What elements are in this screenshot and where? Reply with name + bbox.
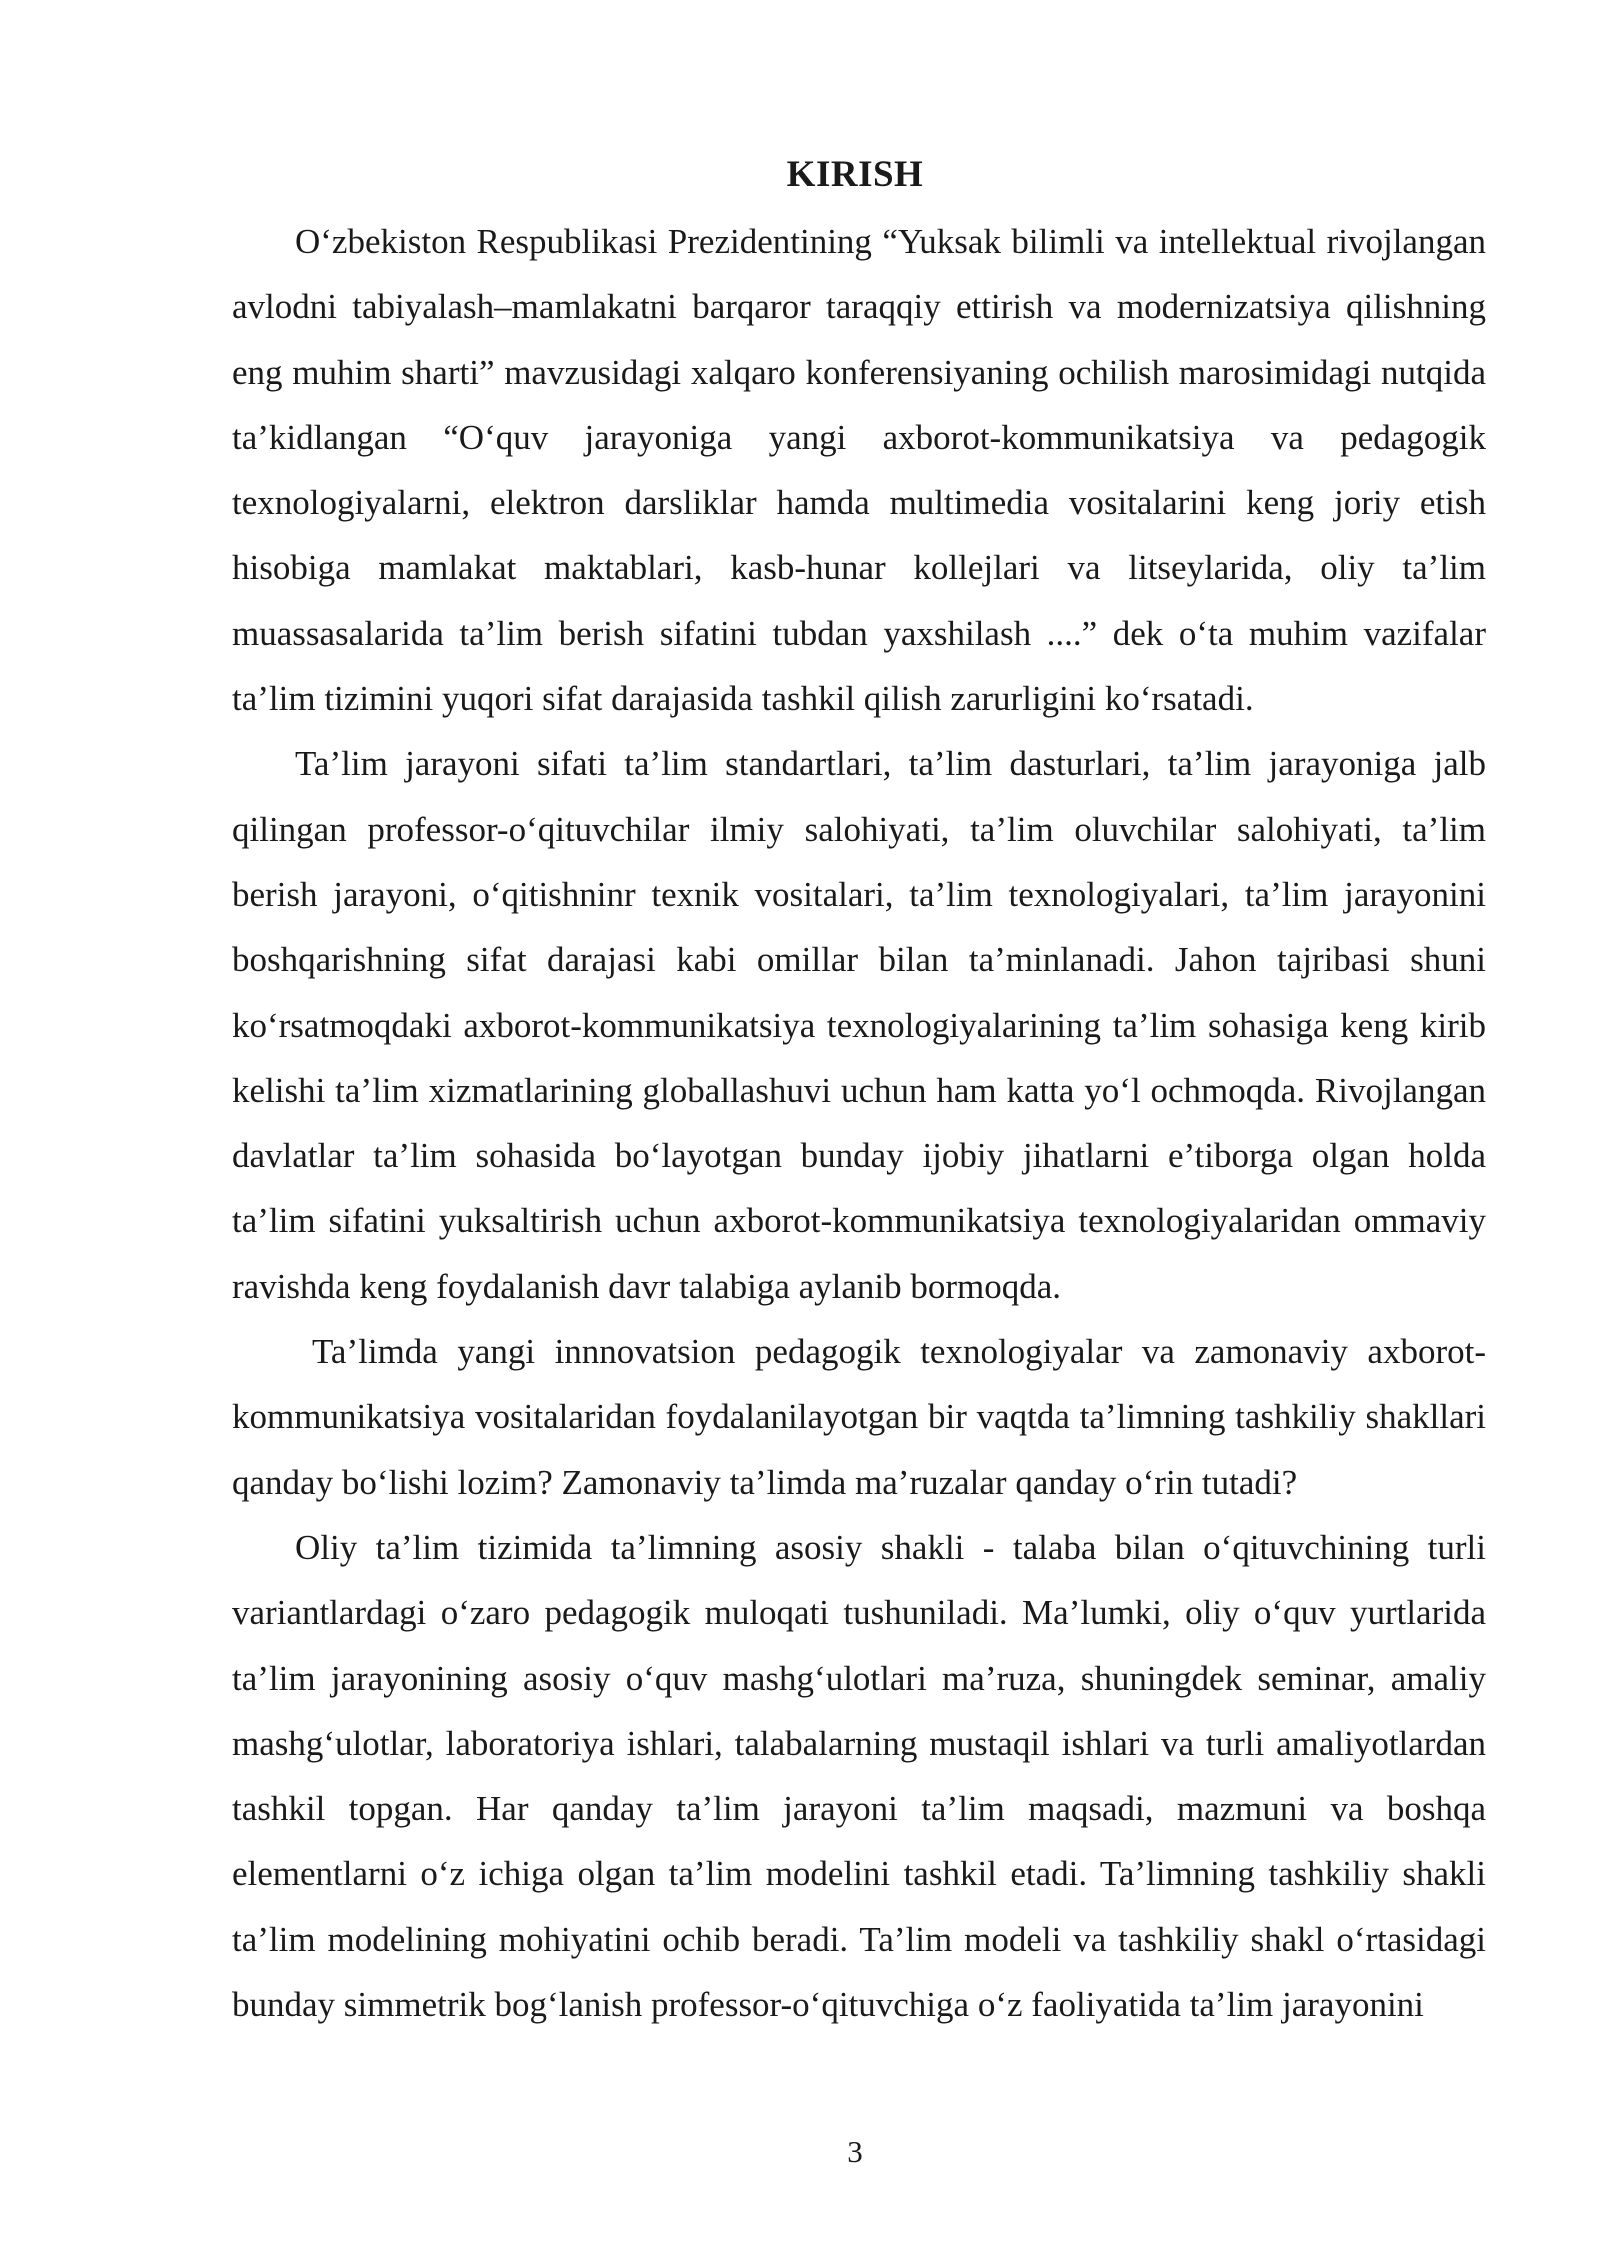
document-body <box>232 209 1486 2037</box>
paragraph-4: Oliy ta’lim tizimida ta’limning asosiy shakli - talaba bilan o‘qituvchining turli variantlardagi o‘zaro pedagogik muloqati tushuniladi. Ma’lumki, oliy o‘quv yurtlarida ta’lim jarayonining asosiy o‘quv mashg‘ulotlari ma’ruza, shuningdek seminar, amaliy mashg‘ulotlar, laboratoriya ishlari, talabalarning mustaqil ishlari va turli amaliyotlardan tashkil topgan. Har qanday ta’lim jarayoni ta’lim maqsadi, mazmuni va boshqa elementlarni o‘z ichiga olgan ta’lim modelini tashkil etadi. Ta’limning tashkiliy shakli ta’lim modelining mohiyatini ochib beradi. Ta’lim modeli va tashkiliy shakl o‘rtasidagi bunday simmetrik bog‘lanish professor-o‘qituvchiga o‘z faoliyatida ta’lim jarayonini <box>232 1527 1486 2025</box>
paragraph-2: Ta’lim jarayoni sifati ta’lim standartlari, ta’lim dasturlari, ta’lim jarayoniga jalb qilingan professor-o‘qituvchilar ilmiy salohiyati, ta’lim oluvchilar salohiyati, ta’lim berish jarayoni, o‘qitishninr texnik vositalari, ta’lim texnologiyalari, ta’lim jarayonini boshqarishning sifat darajasi kabi omillar bilan ta’minlanadi. Jahon tajribasi shuni ko‘rsatmoqdaki axborot-kommunikatsiya texnologiyalarining ta’lim sohasiga keng kirib kelishi ta’lim xizmatlarining globallashuvi uchun ham katta yo‘l ochmoqda. Rivojlangan davlatlar ta’lim sohasida bo‘layotgan bunday ijobiy jihatlarni e’tiborga olgan holda ta’lim sifatini yuksaltirish uchun axborot-kommunikatsiya texnologiyalaridan ommaviy ravishda keng foydalanish davr talabiga aylanib bormoqda. <box>232 744 1486 1306</box>
paragraph-1: O‘zbekiston Respublikasi Prezidentining “Yuksak bilimli va intellektual rivojlangan avlodni tabiyalash–mamlakatni barqaror taraqqiy ettirish va modernizatsiya qilishning eng muhim sharti” mavzusidagi xalqaro konferensiyaning ochilish marosimidagi nutqida ta’kidlangan “O‘quv jarayoniga yangi axborot-kommunikatsiya va pedagogik texnologiyalarni, elektron darsliklar hamda multimedia vositalarini keng joriy etish hisobiga mamlakat maktablari, kasb-hunar kollejlari va litseylarida, oliy ta’lim muassasalarida ta’lim berish sifatini tubdan yaxshilash ....” dek o‘ta muhim vazifalar ta’lim tizimini yuqori sifat darajasida tashkil qilish zarurligini ko‘rsatadi. <box>232 222 1486 719</box>
page-number: 3 <box>847 2134 863 2169</box>
paragraph-3: Ta’limda yangi innnovatsion pedagogik texnologiyalar va zamonaviy axborot-kommunikatsiya vositalaridan foydalanilayotgan bir vaqtda ta’limning tashkiliy shakllari qanday bo‘lishi lozim? Zamonaviy ta’limda ma’ruzalar qanday o‘rin tutadi? <box>232 1332 1486 1502</box>
page-title: KIRISH <box>786 154 924 195</box>
